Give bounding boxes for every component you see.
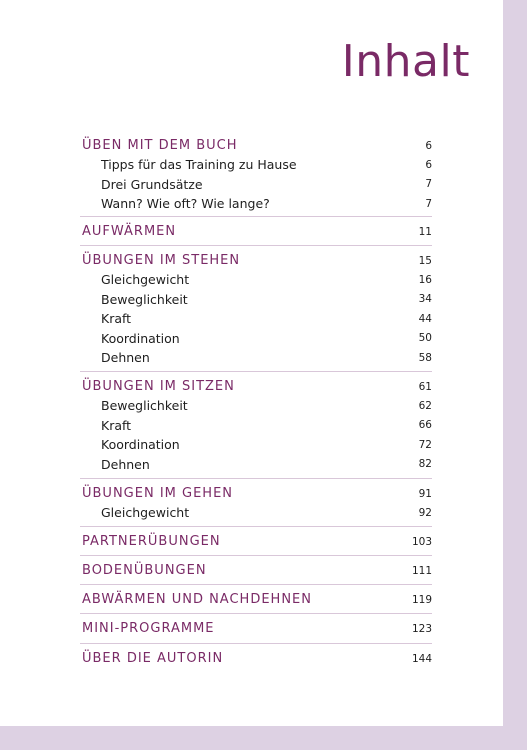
toc-entry[interactable]: [0, 155, 503, 174]
toc-section[interactable]: [0, 532, 503, 551]
toc-section-label: ÜBUNGEN IM STEHEN: [82, 253, 241, 268]
toc-page-number: 62: [418, 399, 432, 412]
toc-page-number: 82: [418, 458, 432, 470]
toc-page-number: 15: [418, 254, 432, 267]
page-title: Inhalt: [341, 36, 470, 87]
toc-page-number: 144: [411, 652, 432, 665]
toc-entry-label: Gleichgewicht: [101, 272, 190, 287]
toc-entry-label: Dehnen: [101, 456, 150, 472]
toc-page-number: 58: [418, 351, 432, 364]
toc-divider: [80, 478, 432, 479]
toc-entry[interactable]: [0, 396, 503, 415]
toc-section-label: ÜBUNGEN IM SITZEN: [82, 379, 235, 394]
toc-section[interactable]: [0, 251, 503, 270]
toc-entry[interactable]: [0, 348, 503, 367]
toc-divider: [80, 584, 432, 585]
toc-entry[interactable]: [0, 194, 503, 213]
toc-entry[interactable]: [0, 435, 503, 454]
toc-page-number: 103: [411, 535, 432, 548]
toc-entry-label: Kraft: [101, 311, 132, 326]
toc-entry[interactable]: [0, 175, 503, 194]
toc-entry-label: Beweglichkeit: [101, 291, 188, 307]
toc-page-number: 111: [411, 564, 432, 577]
toc-divider: [80, 245, 432, 246]
toc-entry-label: Tipps für das Training zu Hause: [101, 157, 297, 172]
toc-section-label: ÜBER DIE AUTORIN: [82, 651, 224, 666]
toc-entry[interactable]: [0, 416, 503, 435]
toc-page-number: 123: [411, 622, 432, 635]
toc-section-label: ÜBEN MIT DEM BUCH: [82, 138, 238, 153]
toc-entry-label: Koordination: [101, 437, 180, 452]
toc-entry[interactable]: [0, 455, 503, 474]
toc-page-number: 50: [418, 332, 432, 344]
toc-section[interactable]: [0, 561, 503, 580]
toc-section-label: BODENÜBUNGEN: [82, 563, 207, 578]
toc-section[interactable]: [0, 649, 503, 668]
toc-section[interactable]: [0, 619, 503, 638]
toc-entry[interactable]: [0, 290, 503, 309]
toc-entry-label: Kraft: [101, 417, 132, 433]
toc-divider: [80, 555, 432, 556]
toc-section-label: AUFWÄRMEN: [82, 224, 177, 239]
toc-section-label: PARTNERÜBUNGEN: [82, 534, 221, 549]
toc-page-number: 7: [425, 178, 432, 190]
toc-page-number: 66: [418, 419, 432, 431]
toc-page-number: 34: [418, 293, 432, 305]
toc-page-number: 91: [418, 487, 432, 500]
toc-section-label: ABWÄRMEN UND NACHDEHNEN: [82, 592, 312, 607]
toc-divider: [80, 643, 432, 644]
toc-page-number: 44: [418, 312, 432, 325]
toc-entry-label: Wann? Wie oft? Wie lange?: [101, 196, 270, 211]
toc-section[interactable]: [0, 377, 503, 396]
toc-entry-label: Koordination: [101, 330, 180, 346]
toc-entry-label: Gleichgewicht: [101, 505, 190, 520]
toc-page-number: 16: [418, 273, 432, 286]
toc-divider: [80, 371, 432, 372]
toc-entry-label: Drei Grundsätze: [101, 176, 203, 192]
toc-entry[interactable]: [0, 270, 503, 289]
toc-section[interactable]: [0, 136, 503, 155]
toc-page-number: 119: [411, 593, 432, 606]
toc-section[interactable]: [0, 222, 503, 241]
toc-divider: [80, 613, 432, 614]
toc-page-number: 72: [418, 438, 432, 451]
toc-page-number: 92: [418, 506, 432, 519]
toc-entry-label: Dehnen: [101, 350, 150, 365]
toc-page-number: 6: [425, 139, 432, 152]
toc-entry[interactable]: [0, 329, 503, 348]
toc-page-number: 6: [425, 158, 432, 171]
toc-section[interactable]: [0, 484, 503, 503]
toc-divider: [80, 216, 432, 217]
toc-page-number: 7: [425, 197, 432, 210]
toc-section[interactable]: [0, 590, 503, 609]
toc-divider: [80, 526, 432, 527]
toc-entry[interactable]: [0, 309, 503, 328]
toc-page-number: 61: [418, 380, 432, 393]
toc-entry[interactable]: [0, 503, 503, 522]
toc-page-number: 11: [418, 225, 432, 238]
toc-entry-label: Beweglichkeit: [101, 398, 188, 413]
toc-section-label: ÜBUNGEN IM GEHEN: [82, 486, 234, 501]
toc-section-label: MINI-PROGRAMME: [82, 621, 215, 636]
